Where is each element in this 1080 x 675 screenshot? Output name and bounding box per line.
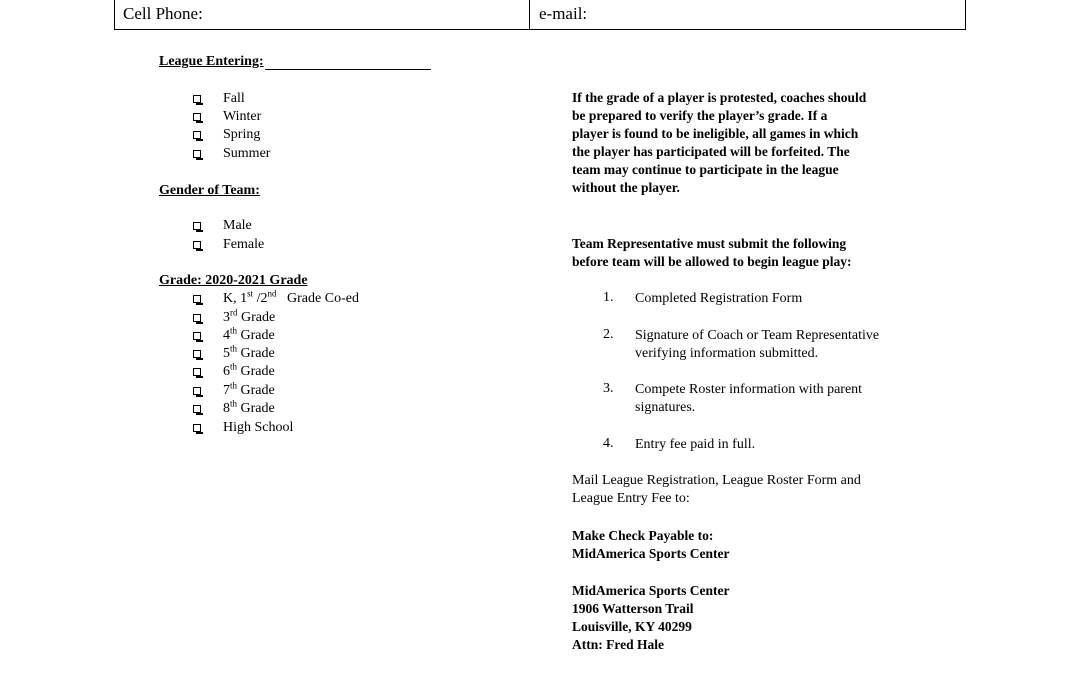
checkbox-icon[interactable]: [193, 113, 201, 121]
requirement-item: [635, 327, 879, 363]
notice-line: player is found to be ineligible, all games in which: [572, 126, 859, 141]
payable-line: Make Check Payable to:: [572, 528, 714, 543]
option-label: Summer: [223, 146, 271, 161]
address-line: Attn: Fred Hale: [572, 637, 664, 652]
checkbox-icon[interactable]: [193, 314, 201, 322]
grade-number: 6: [223, 364, 230, 379]
ordinal-suffix: th: [230, 343, 238, 354]
league-entering-blank: [265, 55, 431, 70]
mail-instructions: [572, 472, 861, 508]
option-label: High School: [223, 420, 294, 435]
notice-line: be prepared to verify the player’s grade. If a: [572, 108, 828, 123]
checkbox-icon[interactable]: [193, 350, 201, 358]
mailing-address: [572, 582, 729, 654]
option-label: Winter: [223, 109, 262, 124]
grade-number: 4: [223, 328, 230, 343]
checkbox-icon[interactable]: [193, 131, 201, 139]
grade-word: Grade: [237, 310, 276, 325]
email-label: e-mail:: [539, 4, 588, 23]
checkbox-icon[interactable]: [193, 387, 201, 395]
grade-number: 7: [223, 383, 230, 398]
checkbox-icon[interactable]: [193, 95, 201, 103]
requirement-number: 3.: [603, 381, 614, 396]
option-label: [223, 380, 275, 399]
check-payable: [572, 527, 729, 563]
ordinal-suffix: th: [230, 325, 238, 336]
grade-word: Grade: [237, 383, 275, 398]
ordinal-suffix: th: [230, 380, 238, 391]
checkbox-icon[interactable]: [193, 241, 201, 249]
checkbox-icon[interactable]: [193, 368, 201, 376]
grade-word: Grade: [237, 346, 275, 361]
notice-line: team may continue to participate in the league: [572, 162, 839, 177]
grade-number: 8: [223, 401, 230, 416]
requirement-item: [635, 381, 862, 417]
option-label: [223, 325, 275, 344]
requirement-number: 2.: [603, 327, 614, 342]
grade-word: Grade: [237, 328, 275, 343]
gender-heading: Gender of Team:: [159, 183, 260, 198]
option-label: [223, 361, 275, 380]
grade-rest-text: Grade Co-ed: [276, 291, 359, 306]
requirement-number: 1.: [603, 290, 614, 305]
grade-sep-text: /2: [253, 291, 268, 306]
requirement-line: signatures.: [635, 400, 696, 415]
address-line: Louisville, KY 40299: [572, 619, 692, 634]
option-label: Fall: [223, 91, 245, 106]
checkbox-icon[interactable]: [193, 424, 201, 432]
protest-notice: [572, 89, 866, 197]
grade-word: Grade: [237, 401, 275, 416]
requirement-line: Signature of Coach or Team Representative: [635, 328, 880, 343]
ordinal-suffix: th: [230, 398, 238, 409]
intro-line: before team will be allowed to begin league play:: [572, 254, 852, 269]
requirement-line: Entry fee paid in full.: [635, 437, 756, 452]
option-label: [223, 398, 275, 417]
requirements-intro: [572, 235, 851, 271]
intro-line: Team Representative must submit the following: [572, 236, 847, 251]
ordinal-suffix: rd: [230, 307, 238, 318]
notice-line: without the player.: [572, 180, 680, 195]
grade-number: 3: [223, 310, 230, 325]
option-label: [223, 307, 276, 326]
checkbox-icon[interactable]: [193, 405, 201, 413]
checkbox-icon[interactable]: [193, 295, 201, 303]
requirement-line: Compete Roster information with parent: [635, 382, 863, 397]
checkbox-icon[interactable]: [193, 150, 201, 158]
cell-phone-label: Cell Phone:: [123, 4, 203, 23]
contact-table: [114, 0, 966, 30]
grade-number: 5: [223, 346, 230, 361]
option-label: [223, 288, 359, 307]
requirement-line: Completed Registration Form: [635, 291, 803, 306]
requirement-number: 4.: [603, 436, 614, 451]
option-label: Female: [223, 237, 265, 252]
grade-word: Grade: [237, 364, 275, 379]
mail-line: League Entry Fee to:: [572, 491, 690, 506]
mail-line: Mail League Registration, League Roster Form and: [572, 473, 861, 488]
option-label: Spring: [223, 127, 261, 142]
option-label: Male: [223, 218, 252, 233]
league-entering-label: League Entering:: [159, 54, 264, 69]
requirement-line: verifying information submitted.: [635, 346, 819, 361]
address-line: 1906 Watterson Trail: [572, 601, 694, 616]
checkbox-icon[interactable]: [193, 222, 201, 230]
requirement-item: [635, 290, 802, 308]
ordinal-suffix: st: [247, 288, 254, 299]
address-line: MidAmerica Sports Center: [572, 583, 730, 598]
notice-line: the player has participated will be forfeited. The: [572, 144, 850, 159]
requirement-item: [635, 436, 755, 454]
option-label: [223, 343, 275, 362]
ordinal-suffix: th: [230, 361, 238, 372]
grade-k-text: K, 1: [223, 291, 248, 306]
grade-heading: Grade: 2020-2021 Grade: [159, 273, 308, 288]
ordinal-suffix: nd: [267, 288, 277, 299]
league-entering-heading: [159, 54, 431, 70]
checkbox-icon[interactable]: [193, 332, 201, 340]
table-divider: [529, 0, 530, 29]
notice-line: If the grade of a player is protested, coaches should: [572, 90, 867, 105]
payable-line: MidAmerica Sports Center: [572, 546, 730, 561]
